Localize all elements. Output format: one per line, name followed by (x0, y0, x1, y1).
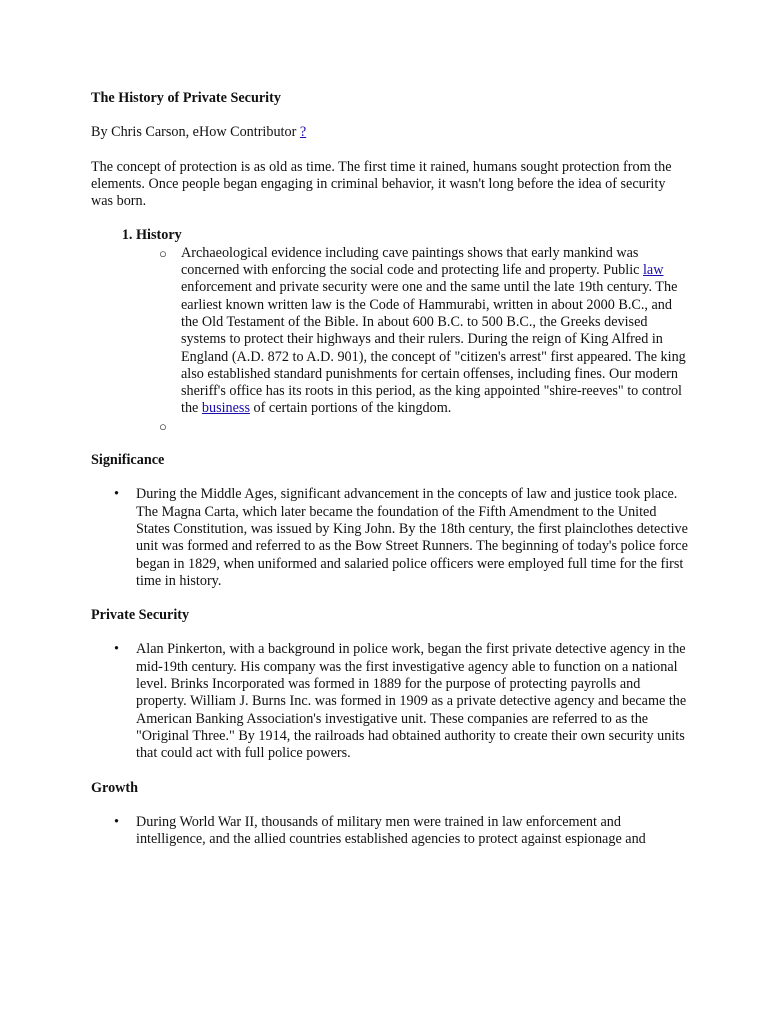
history-paragraph (159, 244, 691, 418)
private-security-heading: Private Security (91, 607, 190, 624)
history-list (91, 227, 691, 435)
empty-list-item (159, 418, 691, 435)
significance-text: During the Middle Ages, significant advancement in the concepts of law and justice took place. The Magna Carta, which later became the foundation of the Fifth Amendment to the United States Constitution, was issued by King John. By the 18th century, the first plainclothes detective unit was formed and referred to as the Bow Street Runners. The beginning of today's police force began in 1829, when uniformed and salaried police officers were employed full time for the first time in history. (136, 486, 688, 589)
history-sublist (136, 245, 691, 435)
byline (91, 124, 691, 141)
growth-heading: Growth (91, 779, 139, 796)
page-title: The History of Private Security (91, 90, 281, 106)
intro-paragraph: The concept of protection is as old as time. The first time it rained, humans sought protection from the elements. Once people began engaging in criminal behavior, it wasn't long before the idea of security was born. (91, 158, 672, 210)
private-security-text: Alan Pinkerton, with a background in police work, began the first private detective agency in the mid-19th century. His company was the first investigative agency able to function on a national level. Brinks Incorporated was formed in 1889 for the purpose of protecting payrolls and property. William J. Burns Inc. was formed in 1909 as a private detective agency and became the American Banking Association's investigative unit. These companies are referred to as the "Original Three." By 1914, the railroads had obtained authority to create their own security units that could act with full police powers. (136, 641, 687, 762)
list-item (114, 813, 691, 849)
history-text-3: of certain portions of the kingdom. (249, 400, 452, 417)
history-item (136, 227, 691, 435)
circle-bullet-icon: ○ (159, 418, 167, 434)
significance-list (91, 486, 691, 590)
disc-bullet-icon: • (114, 641, 119, 658)
disc-bullet-icon: • (114, 813, 119, 830)
list-item (114, 486, 691, 590)
disc-bullet-icon: • (114, 486, 119, 503)
contributor-info-link[interactable]: ? (299, 124, 307, 141)
byline-text: By Chris Carson, eHow Contributor (91, 124, 300, 141)
document-page (91, 90, 691, 865)
law-link[interactable]: law (642, 262, 664, 279)
growth-list (91, 814, 691, 849)
private-security-list (91, 641, 691, 762)
history-heading: History (136, 227, 182, 244)
list-item (114, 641, 691, 762)
history-text-2: enforcement and private security were one and the same until the late 19th century. The earliest known written law is the Code of Hammurabi, written in about 2000 B.C., and the Old Testament of the Bible. In about 600 B.C. to 500 B.C., the Greeks devised systems to protect their highways and their rulers. During the reign of King Alfred in England (A.D. 872 to A.D. 901), the concept of "citizen's arrest" first appeared. The king also established standard punishments for certain offenses, including fines. Our modern sheriff's office has its roots in this period, as the king appointed "shire-reeves" to control the (181, 279, 686, 417)
growth-text: During World War II, thousands of military men were trained in law enforcement and intelligence, and the allied countries established agencies to protect against espionage and (136, 813, 646, 848)
significance-heading: Significance (91, 452, 165, 469)
business-link[interactable]: business (201, 400, 250, 417)
history-text-1: Archaeological evidence including cave paintings shows that early mankind was concerned with enforcing the social code and protecting life and property. Public (181, 244, 643, 279)
circle-bullet-icon: ○ (159, 245, 167, 261)
